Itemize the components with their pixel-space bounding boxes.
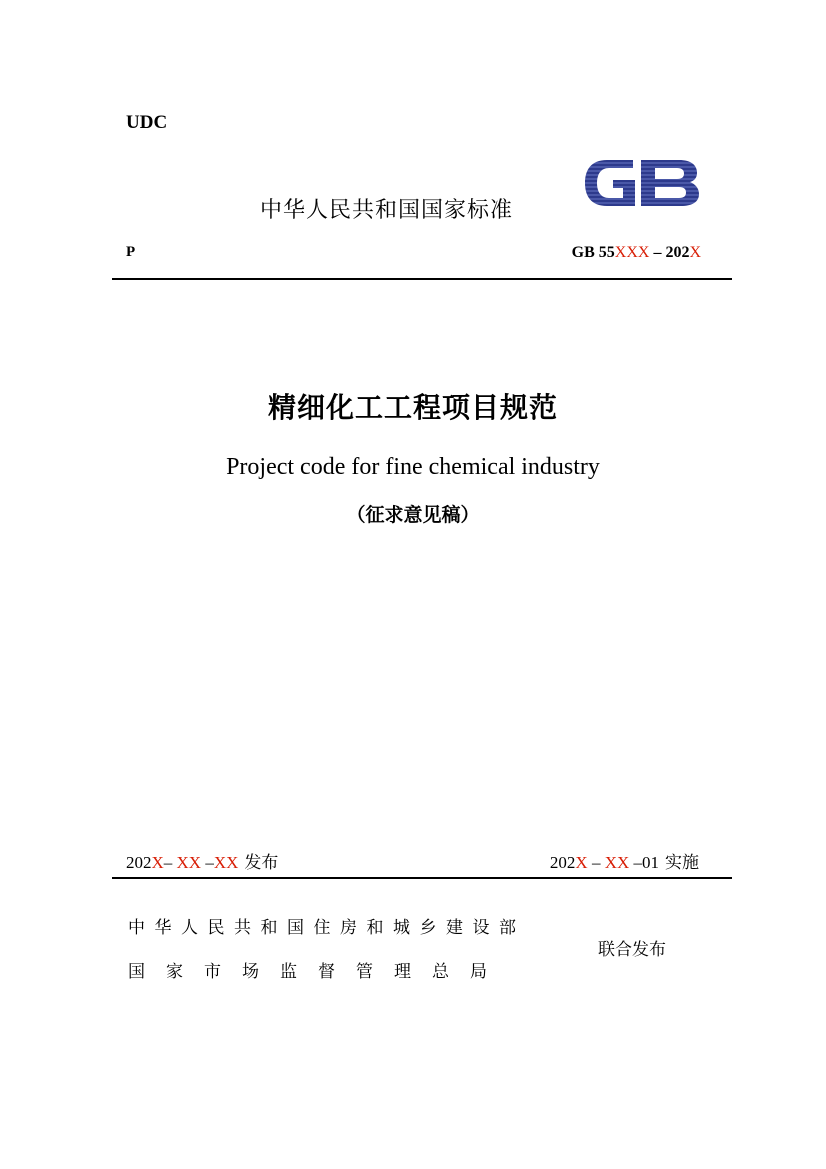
impl-year: 202 xyxy=(549,853,576,872)
issuer-administration: 国家市场监督管理总局 xyxy=(128,962,508,982)
standard-year-placeholder: X xyxy=(689,244,701,261)
category-code: P xyxy=(126,244,136,260)
issue-date xyxy=(126,848,278,873)
impl-label: 实施 xyxy=(665,853,699,873)
gb-logo xyxy=(583,152,701,214)
issue-year: 202 xyxy=(126,853,152,872)
standard-type-heading: 中华人民共和国国家标准 xyxy=(260,198,514,223)
bottom-divider xyxy=(112,877,732,879)
udc-label: UDC xyxy=(126,112,168,133)
impl-year-placeholder: X xyxy=(575,853,588,872)
implementation-date xyxy=(550,848,699,873)
draft-note: （征求意见稿） xyxy=(346,504,480,526)
joint-issue-label: 联合发布 xyxy=(598,940,666,960)
issue-label: 发布 xyxy=(244,853,279,873)
top-divider xyxy=(112,278,732,280)
impl-month-placeholder: XX xyxy=(604,853,630,872)
document-title-chinese: 精细化工工程项目规范 xyxy=(267,391,558,424)
issue-year-placeholder: X xyxy=(151,853,164,872)
issue-day-placeholder: XX xyxy=(213,853,239,872)
standard-number-placeholder: XXX xyxy=(614,244,650,261)
issuer-ministry: 中华人民共和国住房和城乡建设部 xyxy=(128,918,526,938)
impl-sep1: – xyxy=(587,853,605,872)
standard-number-middle: – 202 xyxy=(649,244,690,261)
issue-sep1: – xyxy=(163,853,177,872)
impl-day: –01 xyxy=(629,853,659,872)
standard-number-prefix: GB 55 xyxy=(571,244,615,261)
issue-month-placeholder: XX xyxy=(176,853,202,872)
issue-sep2: – xyxy=(201,853,214,872)
document-title-english: Project code for fine chemical industry xyxy=(226,454,600,480)
standard-number xyxy=(572,244,701,262)
